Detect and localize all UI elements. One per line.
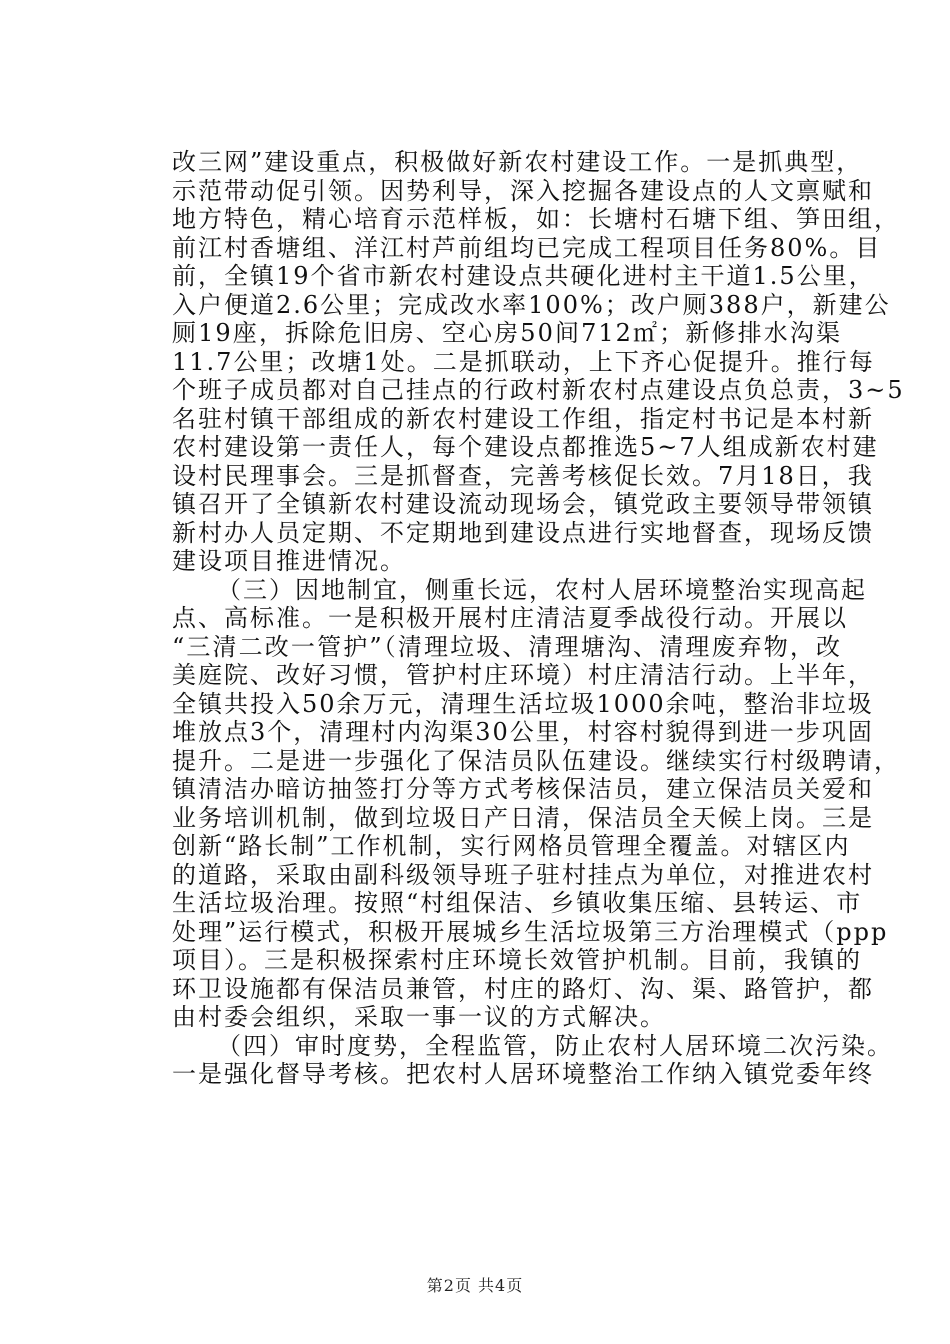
- text-line: 前，全镇19个省市新农村建设点共硬化进村主干道1.5公里，: [172, 262, 875, 290]
- text-line: 地方特色，精心培育示范样板，如：长塘村石塘下组、笋田组，: [172, 205, 900, 233]
- text-line: 入户便道2.6公里；完成改水率100%；改户厕388户，新建公: [172, 290, 891, 319]
- text-line: 厕19座，拆除危旧房、空心房50间712㎡；新修排水沟渠: [172, 319, 842, 347]
- text-line: 改三网”建设重点，积极做好新农村建设工作。一是抓典型，: [172, 148, 863, 176]
- text-line: 名驻村镇干部组成的新农村建设工作组，指定村书记是本村新: [172, 404, 874, 433]
- text-line: 个班子成员都对自己挂点的行政村新农村点建设点负总责，3~5: [172, 376, 905, 404]
- text-line: 生活垃圾治理。按照“村组保洁、乡镇收集压缩、县转运、市: [172, 889, 863, 917]
- text-line: 创新“路长制”工作机制，实行网格员管理全覆盖。对辖区内: [172, 832, 851, 860]
- text-line: 由村委会组织，采取一事一议的方式解决。: [172, 1003, 666, 1031]
- text-line: 镇召开了全镇新农村建设流动现场会，镇党政主要领导带领镇: [172, 490, 874, 518]
- text-line: 新村办人员定期、不定期地到建设点进行实地督查，现场反馈: [172, 518, 874, 547]
- section-heading-line: （三）因地制宜，侧重长远，农村人居环境整治实现高起: [217, 575, 867, 604]
- text-line: 项目）。三是积极探索村庄环境长效管护机制。目前，我镇的: [172, 946, 862, 974]
- text-line: 美庭院、改好习惯，管护村庄环境）村庄清洁行动。上半年，: [172, 661, 874, 689]
- text-line: 业务培训机制，做到垃圾日产日清，保洁员全天候上岗。三是: [172, 803, 874, 832]
- text-line: 11.7公里；改塘1处。二是抓联动，上下齐心促提升。推行每: [172, 347, 875, 376]
- text-line: “三清二改一管护”（清理垃圾、清理塘沟、清理废弃物，改: [172, 632, 842, 661]
- text-line: 示范带动促引领。因势利导，深入挖掘各建设点的人文禀赋和: [172, 176, 874, 205]
- text-line: 堆放点3个，清理村内沟渠30公里，村容村貌得到进一步巩固: [172, 718, 874, 746]
- text-line: 前江村香塘组、洋江村芦前组均已完成工程项目任务80%。目: [172, 233, 882, 262]
- text-line: 环卫设施都有保洁员兼管，村庄的路灯、沟、渠、路管护，都: [172, 974, 874, 1003]
- text-line: 的道路，采取由副科级领导班子驻村挂点为单位，对推进农村: [172, 860, 874, 889]
- text-line: 点、高标准。一是积极开展村庄清洁夏季战役行动。开展以: [172, 604, 848, 632]
- text-line: 农村建设第一责任人，每个建设点都推选5~7人组成新农村建: [172, 433, 879, 461]
- text-line: 提升。二是进一步强化了保洁员队伍建设。继续实行村级聘请，: [172, 746, 900, 775]
- text-line: 全镇共投入50余万元，清理生活垃圾1000余吨，整治非垃圾: [172, 689, 874, 718]
- text-line: 一是强化督导考核。把农村人居环境整治工作纳入镇党委年终: [172, 1060, 874, 1088]
- text-line: 建设项目推进情况。: [172, 547, 406, 575]
- text-line: 设村民理事会。三是抓督查，完善考核促长效。7月18日，我: [172, 461, 874, 490]
- document-body: [172, 148, 905, 1089]
- text-line: 处理”运行模式，积极开展城乡生活垃圾第三方治理模式（ppp: [172, 917, 889, 946]
- page-number: 第2页 共4页: [426, 1276, 524, 1295]
- text-line: 镇清洁办暗访抽签打分等方式考核保洁员，建立保洁员关爱和: [172, 775, 874, 803]
- section-heading-line: （四）审时度势，全程监管，防止农村人居环境二次污染。: [217, 1031, 893, 1060]
